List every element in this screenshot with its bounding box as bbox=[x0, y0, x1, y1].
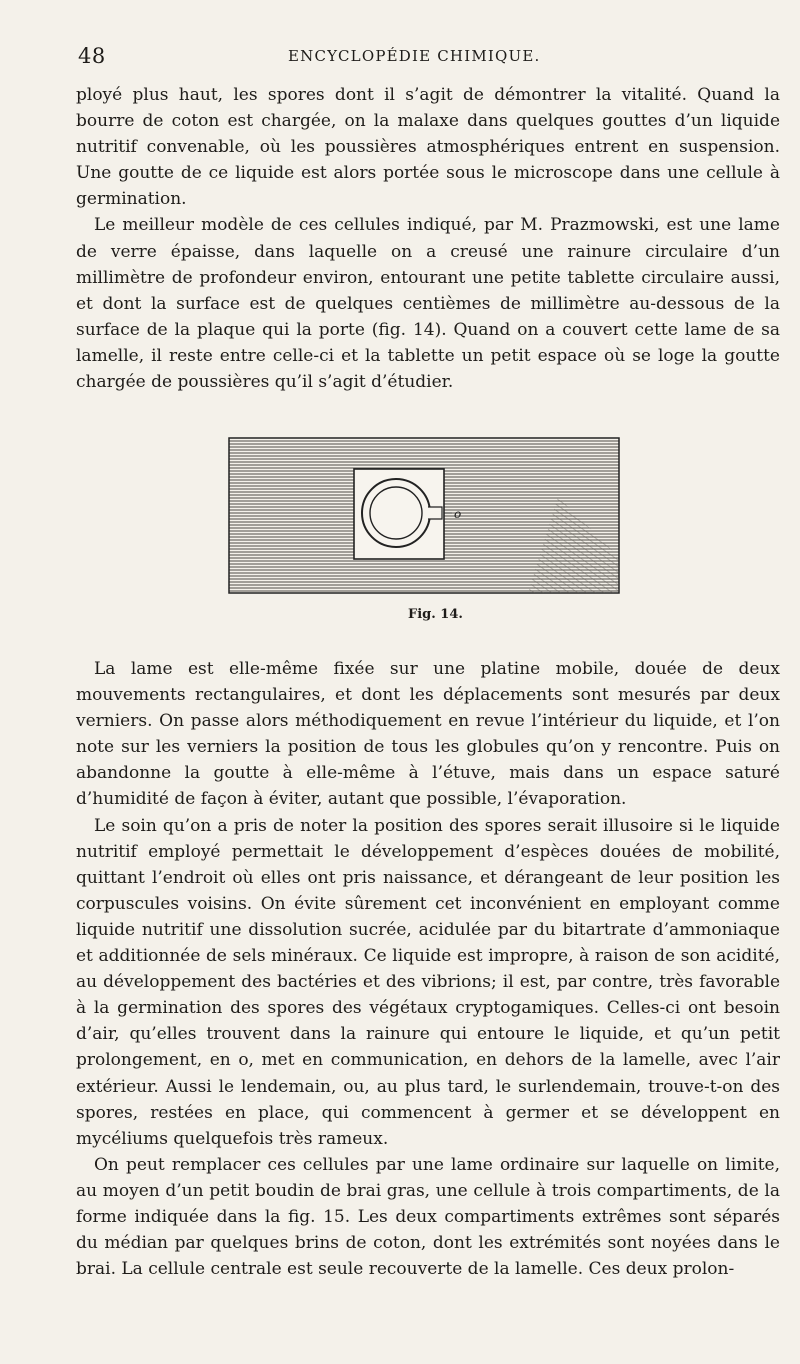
running-header bbox=[78, 44, 780, 74]
text-block-bottom bbox=[76, 656, 780, 1282]
paragraph: La lame est elle-même fixée sur une platine mobile, douée de deux mouvements rectangulaires, et dont les déplacements sont mesurés par deux verniers. On passe alors méthodiquement en revue l’intérieur du liquide, et l’on note sur les verniers la position de tous les globules qu’on y rencontre. Puis on abandonne la goutte à elle-même à l’étuve, mais dans un espace saturé d’humidité de façon à éviter, autant que possible, l’évaporation. bbox=[76, 659, 780, 810]
paragraph: Le meilleur modèle de ces cellules indiqué, par M. Prazmowski, est une lame de verre épaisse, dans laquelle on a creusé une rainure circulaire d’un millimètre de profondeur environ, entourant une petite tablette circulaire aussi, et dont la surface est de quelques centièmes de millimètre au-dessous de la surface de la plaque qui la porte (fig. 14). Quand on a couvert cette lame de sa lamelle, il reste entre celle-ci et la tablette un petit espace où se loge la goutte chargée de poussières qu’il s’agit d’étudier. bbox=[76, 215, 780, 393]
prolongement bbox=[428, 507, 442, 519]
page-number: 48 bbox=[78, 44, 106, 68]
figure-caption: Fig. 14. bbox=[408, 607, 463, 622]
central-tablet bbox=[371, 488, 421, 538]
paragraph: ployé plus haut, les spores dont il s’agit de démontrer la vitalité. Quand la bourre de coton est chargée, on la malaxe dans quelques gouttes d’un liquide nutritif convenable, où les poussières atmosphériques entrent en suspension. Une goutte de ce liquide est alors portée sous le microscope dans une cellule à germination. bbox=[76, 85, 780, 210]
paragraph: On peut remplacer ces cellules par une lame ordinaire sur laquelle on limite, au moyen d’un petit boudin de brai gras, une cellule à trois compartiments, de la forme indiquée dans la fig. 15. Les deux compartiments extrêmes sont séparés du médian par quelques brins de coton, dont les extrémités sont noyées dans le brai. La cellule centrale est seule recouverte de la lamelle. Ces deux prolon- bbox=[76, 1154, 780, 1280]
text-block-top bbox=[76, 82, 780, 395]
label-o: o bbox=[454, 507, 462, 521]
paragraph: Le soin qu’on a pris de noter la position des spores serait illusoire si le liquide nutritif employé permettait le développement d’espèces douées de mobilité, quittant l’endroit où elles ont pris naissance, et dérangeant de leur position les corpuscules voisins. On évite sûrement cet inconvénient en employant comme liquide nutritif une dissolution sucrée, acidulée par du bitartrate d’ammoniaque et additionnée de sels minéraux. Ce liquide est impropre, à raison de son acidité, au développement des bactéries et des vibrions; il est, par contre, très favorable à la germination des spores des végétaux cryptogamiques. Celles-ci ont besoin d’air, qu’elles trouvent dans la rainure qui entoure le liquide, et qu’un petit prolongement, en o, met en communication, en dehors de la lamelle, avec l’air extérieur. Aussi le lendemain, ou, au plus tard, le surlendemain, trouve-t-on des spores, restées en place, qui commencent à germer et se développent en mycéliums quelquefois très rameux. bbox=[76, 815, 780, 1149]
figure-14-glass-slide bbox=[228, 437, 620, 597]
running-title: ENCYCLOPÉDIE CHIMIQUE. bbox=[288, 47, 541, 65]
